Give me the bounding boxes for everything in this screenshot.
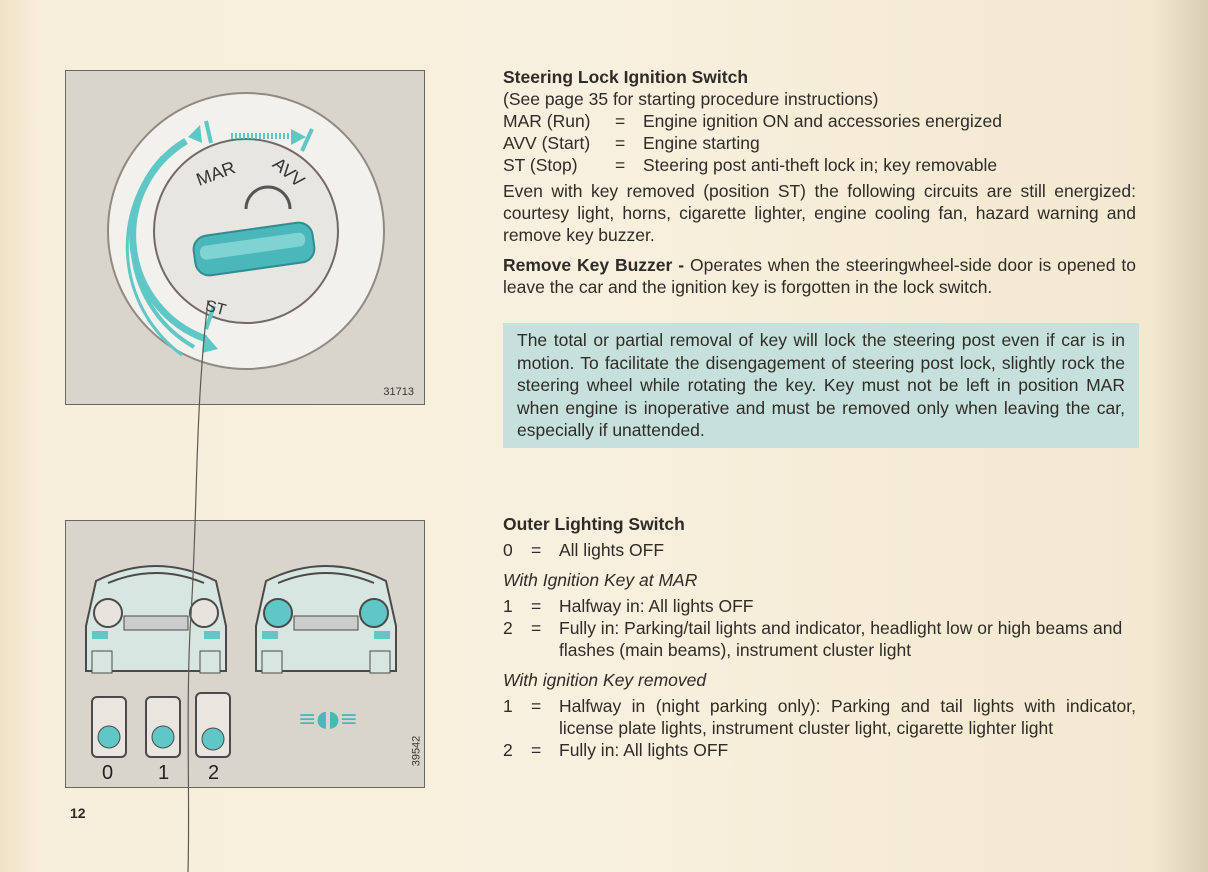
mar-subheading: With Ignition Key at MAR	[503, 570, 698, 590]
steering-subtitle: (See page 35 for starting procedure instructions)	[503, 89, 879, 109]
def-row: MAR (Run) = Engine ignition ON and accessories energized	[503, 111, 1002, 131]
switch-positions	[92, 693, 358, 784]
car-front-illustration	[66, 521, 424, 787]
buzzer-text: Operates when the steeringwheel-side door is opened to leave the car and the ignition key is forgotten in the lock switch.	[503, 255, 1136, 297]
key-removed-subheading: With ignition Key removed	[503, 670, 707, 690]
figure-number: 31713	[383, 386, 414, 398]
lighting-switch-figure	[65, 520, 425, 788]
steering-title: Steering Lock Ignition Switch	[503, 67, 749, 87]
lighting-section	[503, 513, 1136, 761]
figure-number: 39542	[410, 735, 423, 767]
buzzer-paragraph	[503, 254, 1136, 298]
ignition-switch-figure	[65, 70, 425, 405]
position-2-label: 2	[208, 762, 220, 784]
lighting-row: 1 = Halfway in (night parking only): Parking and tail lights with indicator, license plate lights, instrument cluster light, cigarette lighter light	[503, 696, 1136, 738]
car-left	[86, 566, 226, 673]
car-right	[256, 566, 396, 673]
lighting-row: 2 = Fully in: Parking/tail lights and indicator, headlight low or high beams and flashes (main beams), instrument cluster light	[503, 618, 1123, 660]
position-0-label: 0	[102, 762, 114, 784]
position-1-label: 1	[158, 762, 170, 784]
avv-label: AVV	[268, 153, 309, 192]
headlight-indicator-icon: ≡◖◗≡	[298, 707, 359, 732]
mar-label: MAR	[193, 157, 238, 190]
lighting-row: 1 = Halfway in: All lights OFF	[503, 596, 754, 616]
ignition-switch-illustration	[66, 71, 424, 404]
lighting-title: Outer Lighting Switch	[503, 514, 685, 534]
def-row: ST (Stop) = Steering post anti-theft lock in; key removable	[503, 155, 998, 175]
lighting-row: 2 = Fully in: All lights OFF	[503, 740, 729, 760]
energized-circuits-paragraph: Even with key removed (position ST) the following circuits are still energized: courtesy light, horns, cigarette lighter, engine cooling fan, hazard warning and remove key buzzer.	[503, 181, 1136, 245]
steering-section	[503, 66, 1136, 298]
lighting-row: 0 = All lights OFF	[503, 540, 665, 560]
warning-note: The total or partial removal of key will lock the steering post even if car is in motion. To facilitate the disengagement of steering post lock, slightly rock the steering wheel while rotating the key. Key must not be left in position MAR when engine is inoperative and must be removed only when leaving the car, especially if unattended.	[503, 323, 1139, 448]
st-label: ST	[203, 297, 228, 320]
page-number: 12	[70, 805, 86, 821]
buzzer-title: Remove Key Buzzer -	[503, 255, 685, 275]
def-row: AVV (Start) = Engine starting	[503, 133, 760, 153]
